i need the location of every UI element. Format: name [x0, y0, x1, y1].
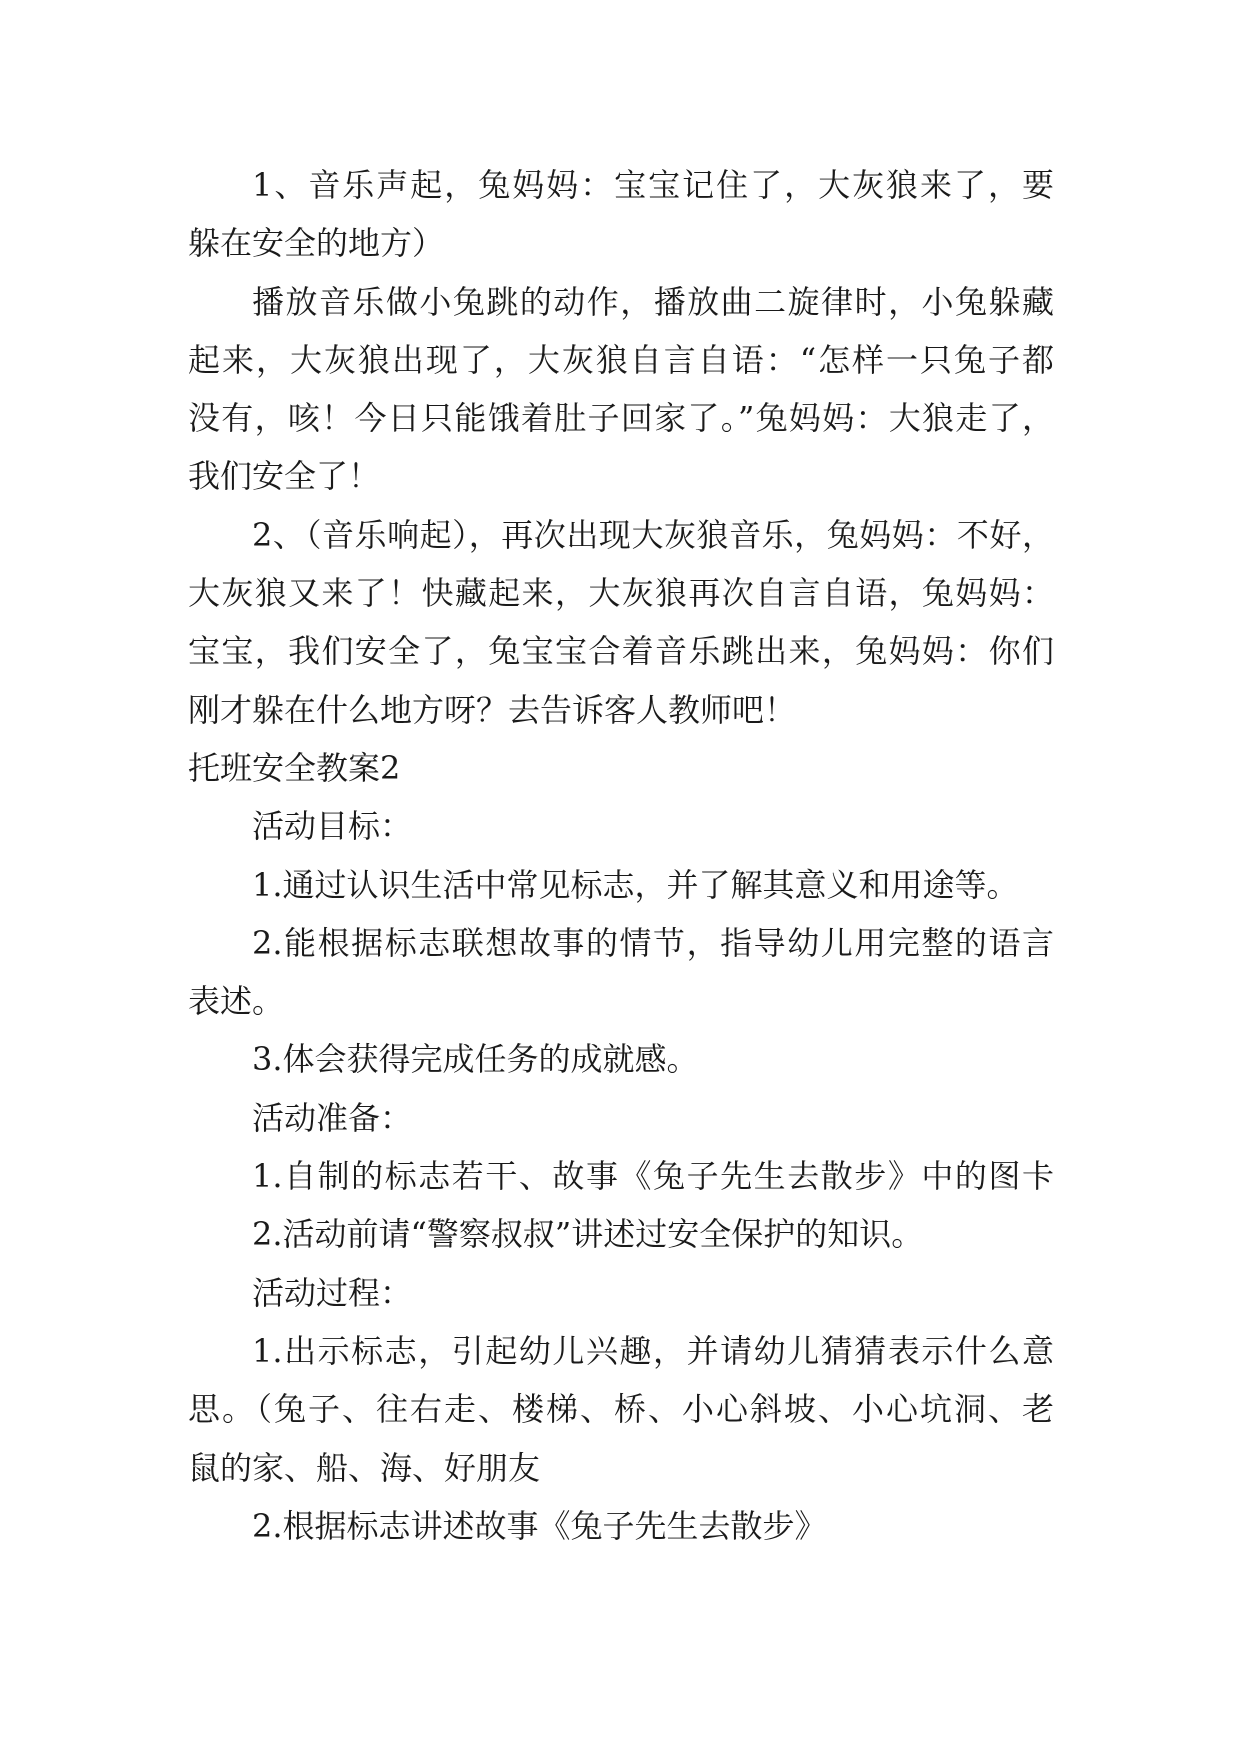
- paragraph-line: 播放音乐做小兔跳的动作，播放曲二旋律时，小兔躲藏: [252, 282, 1054, 321]
- paragraph: [188, 156, 1054, 273]
- preparation-heading: 活动准备：: [252, 1098, 413, 1137]
- list-item-line: 1.通过认识生活中常见标志，并了解其意义和用途等。: [252, 865, 1019, 904]
- list-item-line: 鼠的家、船、海、好朋友: [188, 1448, 541, 1487]
- objectives-heading: 活动目标：: [252, 807, 413, 846]
- objectives-section: [188, 797, 1054, 1088]
- list-item-line: 思。（兔子、往右走、楼梯、桥、小心斜坡、小心坑洞、老: [188, 1390, 1054, 1429]
- list-item: [188, 856, 1054, 914]
- paragraph-line: 起来，大灰狼出现了，大灰狼自言自语：“怎样一只兔子都: [188, 340, 1054, 379]
- list-item: [188, 914, 1054, 1031]
- list-item: [188, 1322, 1054, 1497]
- process-heading: 活动过程：: [252, 1273, 413, 1312]
- list-item-line: 表述。: [188, 982, 285, 1021]
- list-item-line: 1.自制的标志若干、故事《兔子先生去散步》中的图卡: [252, 1157, 1054, 1196]
- process-section: [188, 1264, 1054, 1555]
- paragraph-line: 大灰狼又来了！快藏起来，大灰狼再次自言自语，兔妈妈：: [188, 574, 1054, 613]
- lesson-plan-title: 托班安全教案2: [188, 748, 401, 787]
- list-item-line: 3.体会获得完成任务的成就感。: [252, 1040, 699, 1079]
- list-item: [188, 1147, 1054, 1205]
- list-item-line: 1.出示标志，引起幼儿兴趣，并请幼儿猜猜表示什么意: [252, 1331, 1054, 1370]
- paragraph-line: 我们安全了！: [188, 457, 381, 496]
- paragraph-line: 刚才躲在什么地方呀？去告诉客人教师吧！: [188, 690, 797, 729]
- paragraph-line: 2、（音乐响起），再次出现大灰狼音乐，兔妈妈：不好，: [252, 515, 1054, 554]
- list-item: [188, 1030, 1054, 1088]
- document-body: [188, 156, 1054, 1555]
- paragraph: [188, 273, 1054, 506]
- preparation-section: [188, 1089, 1054, 1264]
- paragraph: [188, 506, 1054, 739]
- list-item-line: 2.能根据标志联想故事的情节，指导幼儿用完整的语言: [252, 923, 1054, 962]
- list-item-line: 2.根据标志讲述故事《兔子先生去散步》: [252, 1506, 827, 1545]
- paragraph-line: 1、音乐声起，兔妈妈：宝宝记住了，大灰狼来了，要: [252, 166, 1054, 204]
- list-item: [188, 1205, 1054, 1263]
- list-item: [188, 1497, 1054, 1555]
- list-item-line: 2.活动前请“警察叔叔”讲述过安全保护的知识。: [252, 1215, 924, 1254]
- paragraph-line: 没有，咳！今日只能饿着肚子回家了。”兔妈妈：大狼走了，: [188, 399, 1054, 438]
- paragraph-line: 宝宝，我们安全了，兔宝宝合着音乐跳出来，兔妈妈：你们: [188, 632, 1054, 671]
- paragraph-line: 躲在安全的地方）: [188, 224, 445, 263]
